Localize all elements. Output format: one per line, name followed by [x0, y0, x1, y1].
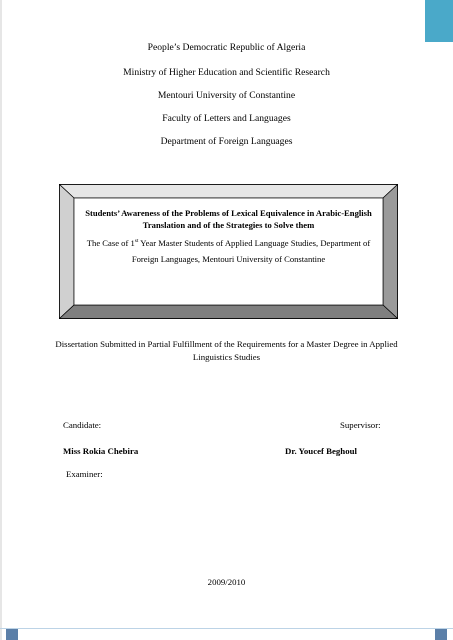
country-line: People’s Democratic Republic of Algeria: [147, 42, 306, 53]
title-block: [77, 208, 380, 267]
top-band: [0, 0, 453, 42]
footer-rule: [0, 628, 453, 629]
candidate-name: Miss Rokia Chebira: [63, 446, 139, 456]
subtitle-start: The Case of 1: [86, 238, 135, 248]
subtitle-rest: Year Master Students of Applied Language Studies, Department of Foreign Languages, Mentouri University of Constantine: [131, 238, 371, 264]
footer-mark-left: [6, 629, 18, 640]
candidate-label: Candidate:: [63, 420, 102, 430]
university-line: Mentouri University of Constantine: [157, 90, 296, 101]
dissertation-title: Students’ Awareness of the Problems of Lexical Equivalence in Arabic-English Translation and of the Strategies to Solve them: [85, 208, 372, 230]
supervisor-name: Dr. Youcef Beghoul: [285, 446, 357, 456]
faculty-line: Faculty of Letters and Languages: [162, 113, 291, 124]
examiner-label: Examiner:: [66, 469, 103, 479]
footer-mark-right: [435, 629, 447, 640]
ministry-line: Ministry of Higher Education and Scientific Research: [123, 67, 330, 78]
subtitle-ordinal: st: [134, 238, 139, 245]
title-frame: [59, 184, 398, 319]
top-band-blank: [0, 0, 425, 42]
supervisor-label: Supervisor:: [340, 420, 381, 430]
academic-year: 2009/2010: [207, 577, 246, 587]
dissertation-subtitle: [77, 235, 380, 267]
department-line: Department of Foreign Languages: [160, 136, 293, 147]
dissertation-statement: Dissertation Submitted in Partial Fulfillment of the Requirements for a Master Degree in Applied Linguistics Studies: [55, 339, 398, 362]
